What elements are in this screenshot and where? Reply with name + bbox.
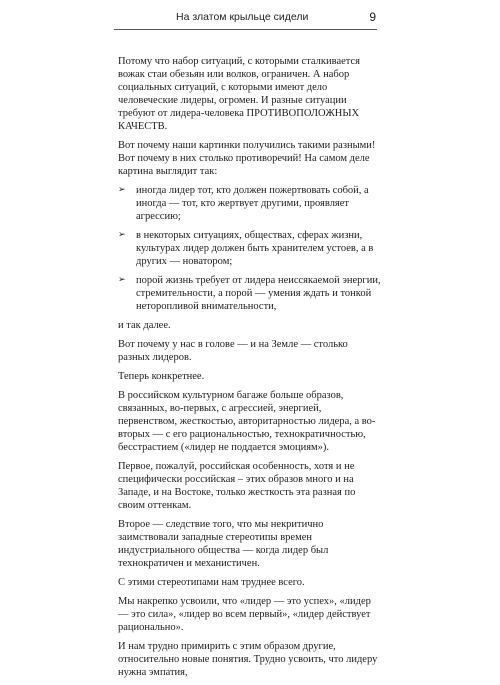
paragraph: Мы накрепко усвоили, что «лидер — это успех», «лидер — это сила», «лидер во всем первый», «лидер действует рационально».: [118, 596, 371, 633]
arrow-bullet-icon: ➢: [118, 185, 126, 195]
bullet-text: порой жизнь требует от лидера неиссякаемой энергии, стремительности, а порой — умения ждать и тонкой неторопливой внимательности,: [136, 275, 381, 312]
paragraph: Второе — следствие того, что мы некритично заимствовали западные стереотипы времен индустриального общества — когда лидер был технократичен и механистичен.: [118, 519, 329, 569]
running-title: На златом крыльце сидели: [176, 11, 309, 23]
arrow-bullet-icon: ➢: [118, 275, 126, 285]
paragraph: И нам трудно примирить с этим образом другие, относительно новые понятия. Трудно усвоить, что лидеру нужна эмпатия,: [118, 641, 378, 678]
paragraph: Первое, пожалуй, российская особенность, хотя и не специфически российская – этих образов много и на Западе, и на Востоке, только жесткость эта разная по своим оттенкам.: [118, 461, 356, 511]
bullet-list: [118, 184, 381, 313]
page-header: [114, 11, 376, 25]
bullet-text: в некоторых ситуациях, обществах, сферах жизни, культурах лидер должен быть хранителем устоев, а в других — новатором;: [136, 230, 374, 267]
paragraph: В российском культурном багаже больше образов, связанных, во-первых, с агрессией, энергией, первенством, жесткостью, авторитарностью лидера, а во-вторых — с его рациональностью, технократичностью, бесстрастием («лидер не поддается эмоциям»).: [118, 390, 376, 453]
page-number: 9: [369, 10, 376, 24]
header-divider: [114, 29, 377, 30]
paragraph: Вот почему у нас в голове — и на Земле — столько разных лидеров.: [118, 339, 348, 363]
paragraph: Потому что набор ситуаций, с которыми сталкивается вожак стаи обезьян или волков, ограничен. А набор социальных ситуаций, с которыми имеют дело человеческие лидеры, огромен. И разные ситуации требуют от лидера-человека ПРОТИВОПОЛОЖНЫХ КАЧЕСТВ.: [118, 56, 360, 132]
paragraph: Вот почему наши картинки получились такими разными! Вот почему в них столько противоречий! На самом деле картина выглядит так:: [118, 140, 376, 177]
bullet-text: иногда лидер тот, кто должен пожертвовать собой, а иногда — тот, кто жертвует другими, проявляет агрессию;: [136, 185, 369, 222]
page-body: [118, 55, 381, 685]
bullet-item: [118, 184, 381, 223]
arrow-bullet-icon: ➢: [118, 230, 126, 240]
bullet-item: [118, 229, 381, 268]
paragraph: С этими стереотипами нам труднее всего.: [118, 577, 305, 588]
bullet-item: [118, 274, 381, 313]
paragraph: и так далее.: [118, 320, 171, 331]
paragraph: Теперь конкретнее.: [118, 371, 205, 382]
